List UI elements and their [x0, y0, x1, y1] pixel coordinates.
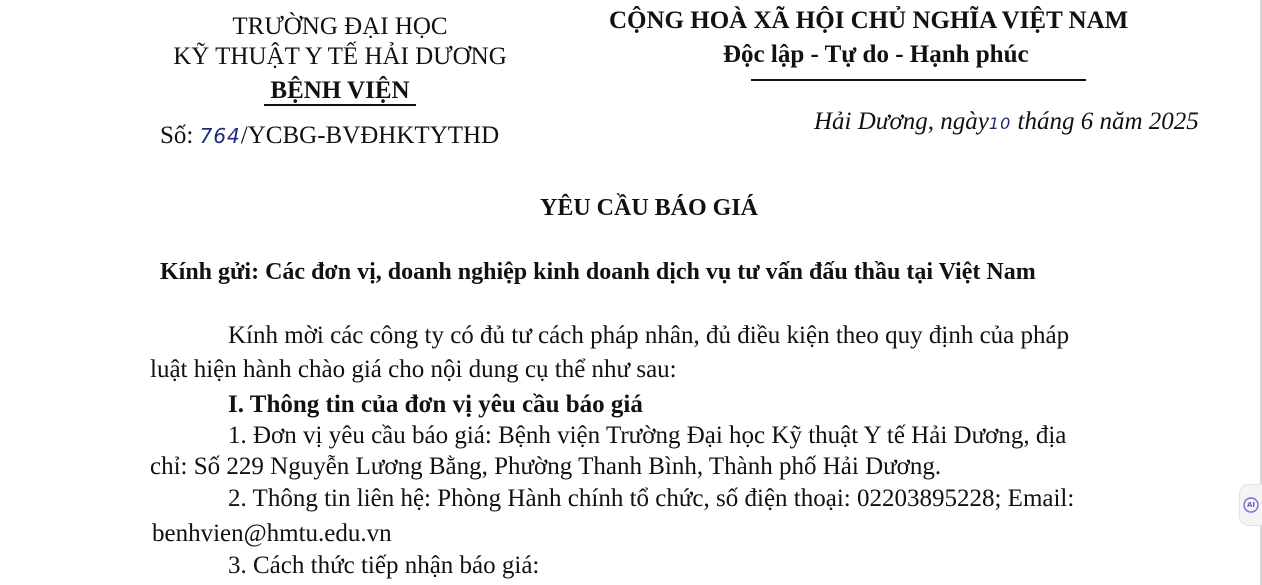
school-name-line2: KỸ THUẬT Y TẾ HẢI DƯƠNG	[173, 43, 507, 70]
so-prefix: Số:	[160, 122, 194, 149]
hospital-name: BỆNH VIỆN	[270, 77, 410, 104]
item-2-line-2: benhvien@hmtu.edu.vn	[152, 520, 392, 547]
date-prefix: Hải Dương, ngày	[814, 108, 989, 135]
document-title: YÊU CẦU BÁO GIÁ	[540, 195, 759, 221]
item-1-line-1: 1. Đơn vị yêu cầu báo giá: Bệnh viện Trường Đại học Kỹ thuật Y tế Hải Dương, địa	[228, 422, 1067, 449]
document-number	[160, 121, 499, 151]
handwritten-number: 764	[199, 124, 241, 148]
school-name-line1: TRƯỜNG ĐẠI HỌC	[232, 13, 448, 40]
motto: Độc lập - Tự do - Hạnh phúc	[723, 41, 1029, 68]
item-3-line-1: 3. Cách thức tiếp nhận báo giá:	[228, 552, 540, 579]
section-1-heading: I. Thông tin của đơn vị yêu cầu báo giá	[228, 391, 643, 418]
motto-underline	[751, 79, 1086, 81]
so-code: /YCBG-BVĐHKTYTHD	[240, 122, 500, 149]
item-2-line-1: 2. Thông tin liên hệ: Phòng Hành chính tổ chức, số điện thoại: 02203895228; Email:	[228, 485, 1075, 512]
country-name: CỘNG HOÀ XÃ HỘI CHỦ NGHĨA VIỆT NAM	[609, 7, 1129, 34]
intro-line-2: luật hiện hành chào giá cho nội dung cụ thể như sau:	[150, 356, 677, 383]
recipient: Kính gửi: Các đơn vị, doanh nghiệp kinh doanh dịch vụ tư vấn đấu thầu tại Việt Nam	[160, 259, 1036, 285]
hospital-underline	[264, 104, 416, 106]
intro-line-1: Kính mời các công ty có đủ tư cách pháp nhân, đủ điều kiện theo quy định của pháp	[228, 322, 1070, 349]
date-line	[814, 107, 1199, 139]
date-suffix: tháng 6 năm 2025	[1017, 108, 1199, 135]
ai-assistant-button[interactable]	[1239, 484, 1262, 526]
handwritten-day: 10	[988, 114, 1012, 133]
item-1-line-2: chỉ: Số 229 Nguyễn Lương Bằng, Phường Thanh Bình, Thành phố Hải Dương.	[150, 453, 942, 480]
ai-label: AI	[1246, 501, 1256, 509]
